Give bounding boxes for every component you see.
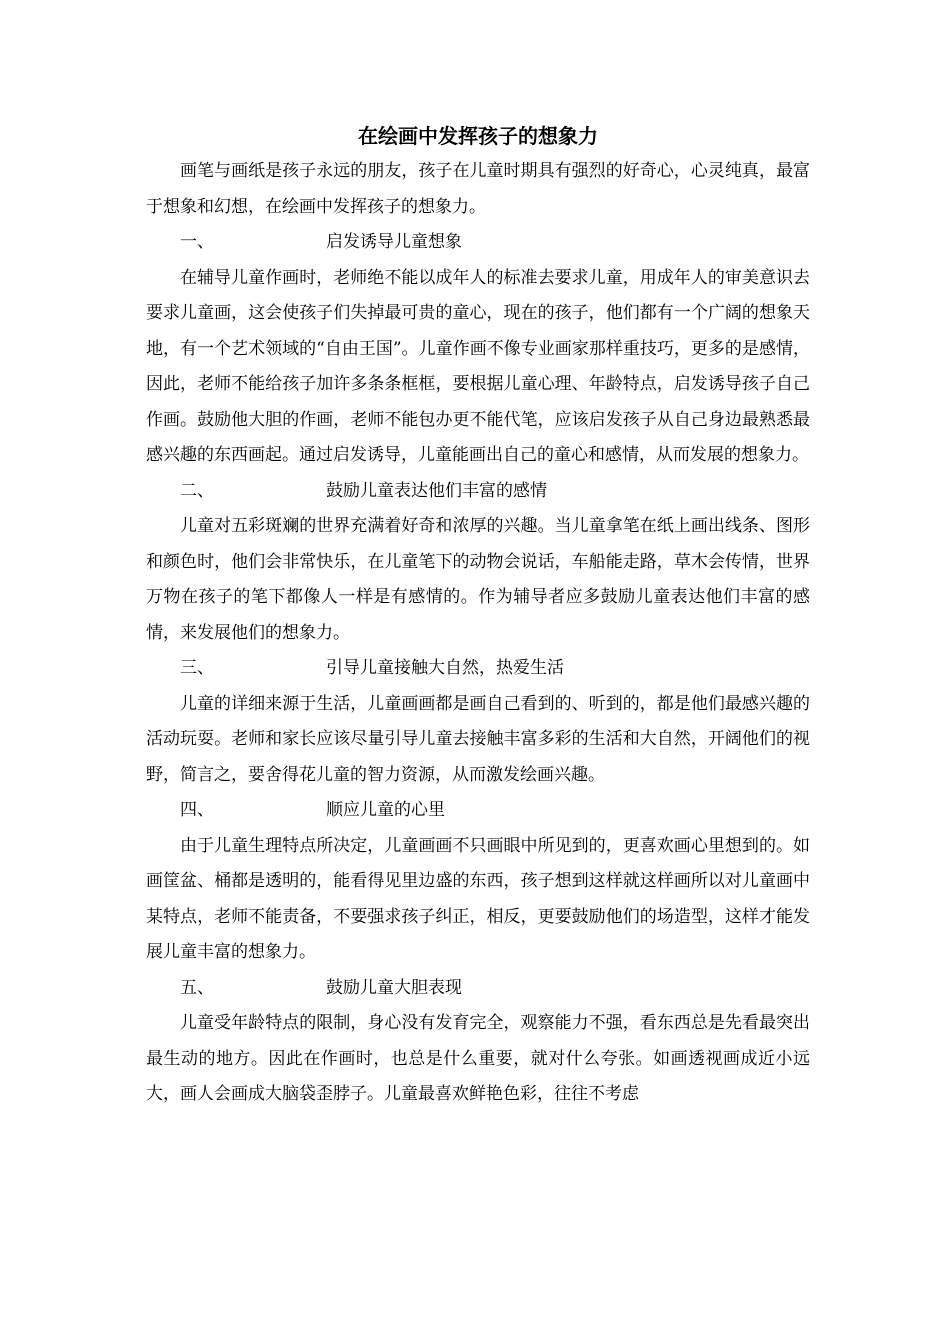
section-heading-text: 鼓励儿童表达他们丰富的感情	[326, 480, 547, 501]
intro-paragraph: 画笔与画纸是孩子永远的朋友，孩子在儿童时期具有强烈的好奇心，心灵纯真，最富于想象和幻想，在绘画中发挥孩子的想象力。	[146, 161, 810, 217]
section-body-5: 儿童受年龄特点的限制，身心没有发育完全，观察能力不强，看东西总是先看最突出最生动的地方。因此在作画时，也总是什么重要，就对什么夸张。如画透视画成近小远大，画人会画成大脑袋歪脖子。儿童最喜欢鲜艳色彩，往往不考虑	[146, 1013, 810, 1104]
section-heading-4	[146, 793, 810, 829]
section-heading-text: 引导儿童接触大自然，热爱生活	[326, 658, 564, 678]
section-number: 五、	[180, 977, 214, 998]
section-heading-text: 鼓励儿童大胆表现	[326, 977, 462, 998]
section-body-1: 在辅导儿童作画时，老师绝不能以成年人的标准去要求儿童，用成年人的审美意识去要求儿童画，这会使孩子们失掉最可贵的童心，现在的孩子，他们都有一个广阔的想象天地，有一个艺术领域的“自由王国”。儿童作画不像专业画家那样重技巧，更多的是感情，因此，老师不能给孩子加许多条条框框，要根据儿童心理、年龄特点，启发诱导孩子自己作画。鼓励他大胆的作画，老师不能包办更不能代笔，应该启发孩子从自己身边最熟悉最感兴趣的东西画起。通过启发诱导，儿童能画出自己的童心和感情，从而发展的想象力。	[146, 267, 810, 465]
section-heading-1	[146, 225, 810, 261]
section-heading-2	[146, 474, 810, 510]
document-page	[146, 118, 810, 1113]
section-number: 四、	[180, 800, 214, 820]
section-number: 二、	[180, 480, 214, 501]
section-heading-3	[146, 651, 810, 687]
document-title: 在绘画中发挥孩子的想象力	[358, 124, 598, 148]
section-number: 三、	[180, 658, 214, 678]
section-heading-text: 顺应儿童的心里	[326, 800, 445, 820]
section-heading-text: 启发诱导儿童想象	[326, 232, 462, 252]
section-body-4: 由于儿童生理特点所决定，儿童画画不只画眼中所见到的，更喜欢画心里想到的。如画筐盆、桶都是透明的，能看得见里边盛的东西，孩子想到这样就这样画所以对儿童画中某特点，老师不能责备，不要强求孩子纠正，相反，更要鼓励他们的场造型，这样才能发展儿童丰富的想象力。	[146, 835, 810, 962]
section-heading-5	[146, 971, 810, 1007]
section-body-3: 儿童的详细来源于生活，儿童画画都是画自己看到的、听到的，都是他们最感兴趣的活动玩耍。老师和家长应该尽量引导儿童去接触丰富多彩的生活和大自然，开阔他们的视野，简言之，要舍得花儿童的智力资源，从而激发绘画兴趣。	[146, 693, 810, 785]
section-number: 一、	[180, 232, 214, 252]
section-body-2: 儿童对五彩斑斓的世界充满着好奇和浓厚的兴趣。当儿童拿笔在纸上画出线条、图形和颜色时，他们会非常快乐，在儿童笔下的动物会说话，车船能走路，草木会传情，世界万物在孩子的笔下都像人一样是有感情的。作为辅导者应多鼓励儿童表达他们丰富的感情，来发展他们的想象力。	[146, 516, 810, 643]
